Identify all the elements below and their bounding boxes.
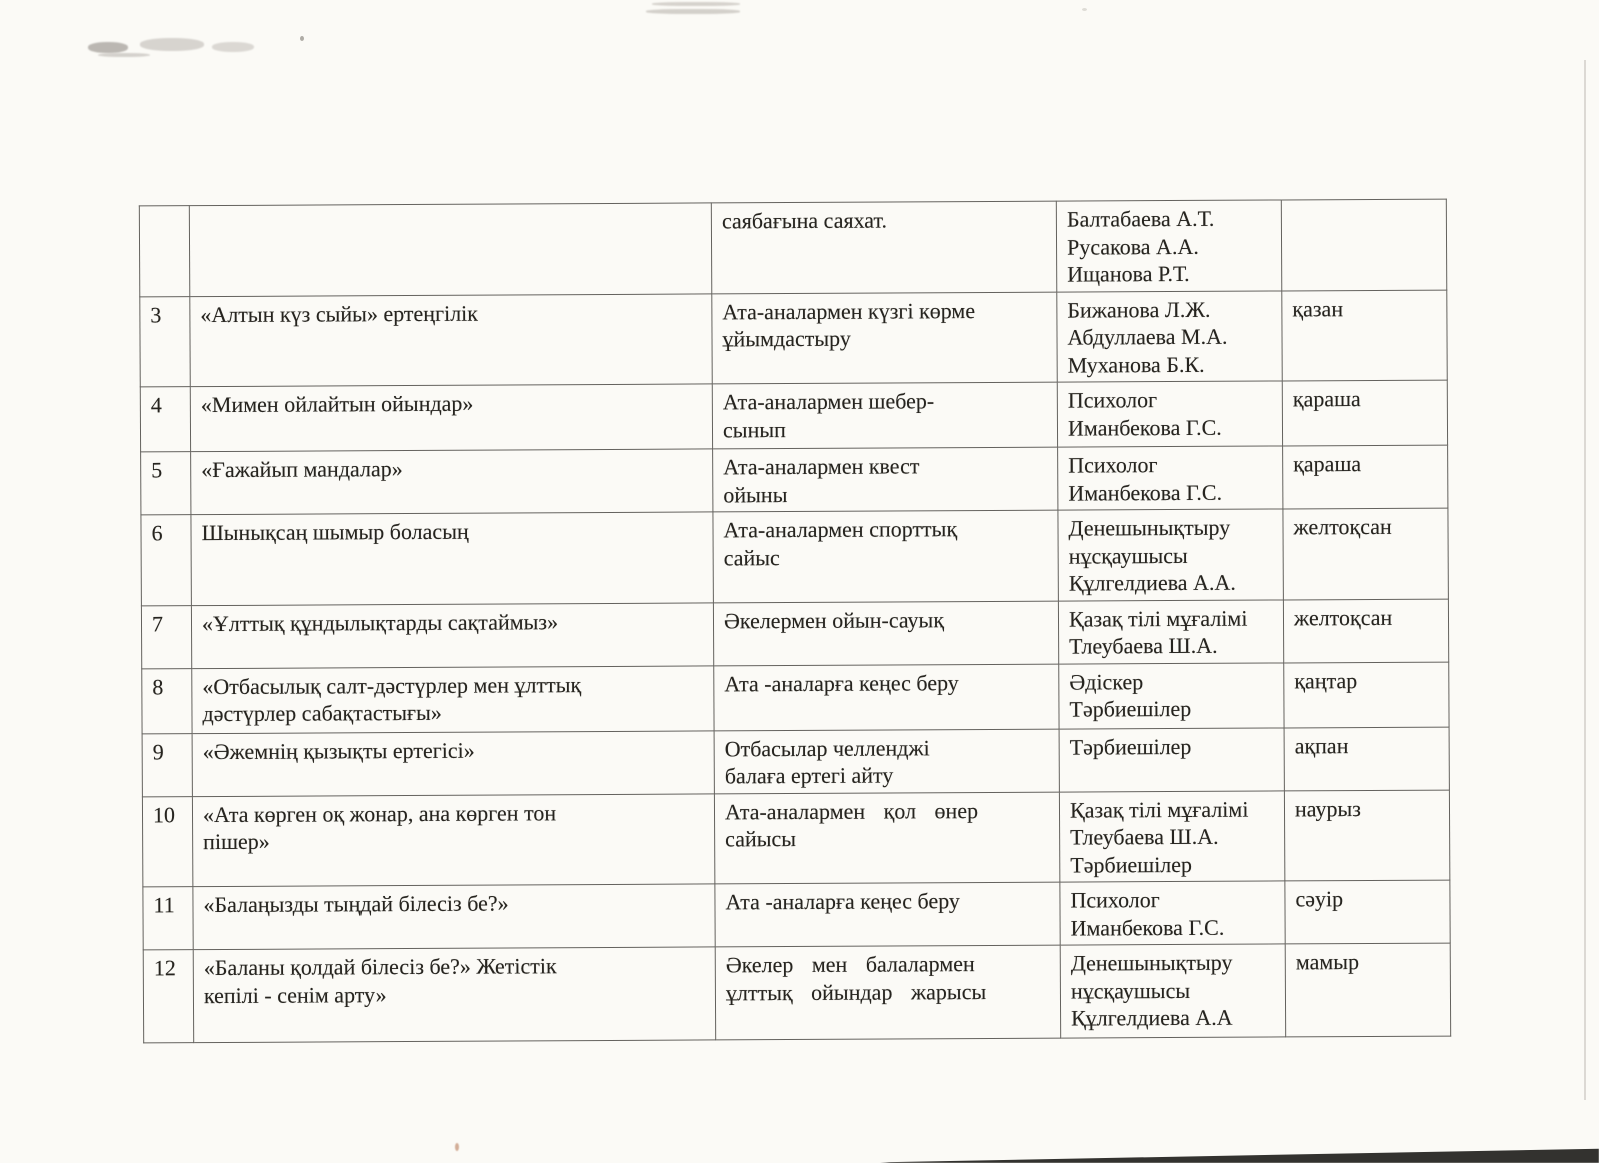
table-row: [142, 727, 1449, 797]
cell-month: [1282, 290, 1447, 381]
table-row: [141, 445, 1448, 515]
cell-row-number: [140, 296, 190, 387]
ink-speck: [1082, 8, 1087, 11]
cell-row-number: [139, 206, 189, 297]
cell-activity-form: [711, 201, 1056, 293]
cell-activity-form: [714, 792, 1059, 884]
cell-event-name: [191, 602, 713, 668]
cell-event-name: [190, 293, 712, 386]
cell-month: [1284, 790, 1449, 881]
month: наурыз: [1294, 795, 1361, 821]
cell-event-name: [191, 449, 713, 515]
responsible-persons: Психолог Иманбекова Г.С.: [1070, 887, 1225, 941]
event-name: [200, 207, 701, 210]
row-number: 4: [150, 392, 162, 418]
row-number: 7: [151, 610, 164, 636]
responsible-persons: Балтабаева А.Т. Русакова А.А. Ищанова Р.Т.: [1066, 205, 1215, 287]
cell-event-name: [190, 384, 712, 452]
responsible-persons: Психолог Иманбекова Г.С.: [1068, 452, 1223, 506]
month: желтоқсан: [1293, 604, 1393, 630]
cell-activity-form: [715, 945, 1060, 1040]
cell-month: [1283, 508, 1448, 599]
month: қараша: [1292, 386, 1361, 412]
cell-month: [1284, 727, 1449, 791]
cell-row-number: [141, 605, 191, 668]
cell-activity-form: [712, 382, 1057, 449]
responsible-persons: Қазақ тілі мұғалімі Тлеубаева Ш.А. Тәрбиешілер: [1069, 796, 1249, 878]
month: желтоқсан: [1293, 513, 1392, 540]
cell-responsible: [1060, 881, 1285, 945]
event-name: «Ұлттық құндылықтарды сақтаймыз»: [201, 608, 559, 636]
event-name: «Балаңызды тыңдай білесіз бе?»: [203, 890, 509, 918]
responsible-persons: Психолог Иманбекова Г.С.: [1067, 387, 1222, 441]
table-row: [143, 880, 1450, 950]
cell-event-name: [191, 512, 713, 605]
activity-form: Ата-аналармен күзгі көрме ұйымдастыру: [722, 297, 976, 352]
cell-activity-form: [714, 729, 1059, 794]
row-number: 11: [153, 892, 175, 918]
cell-month: [1285, 943, 1450, 1037]
cell-activity-form: [714, 664, 1059, 731]
cell-event-name: [192, 730, 714, 796]
activity-form: Ата -аналарға кеңес беру: [724, 669, 959, 696]
schedule-table-wrap: [139, 199, 1451, 1044]
cell-responsible: [1059, 727, 1284, 791]
cell-responsible: [1058, 509, 1283, 601]
cell-month: [1283, 445, 1448, 509]
cell-row-number: [141, 452, 191, 515]
month: қаңтар: [1294, 667, 1358, 693]
activity-form: Әкелер мен балалармен ұлттық ойындар жарысы: [725, 951, 987, 1005]
cell-row-number: [142, 668, 192, 733]
activity-form: Ата -аналарға кеңес беру: [725, 888, 960, 915]
cell-responsible: [1060, 944, 1285, 1038]
responsible-persons: Бижанова Л.Ж. Абдуллаева М.А. Муханова Б.К.: [1067, 296, 1228, 378]
cell-activity-form: [713, 601, 1058, 666]
activity-form: Отбасылар челленджі балаға ертегі айту: [724, 734, 930, 789]
cell-month: [1281, 199, 1446, 290]
activity-form: Ата-аналармен спорттық сайыс: [723, 516, 958, 570]
responsible-persons: Қазақ тілі мұғалімі Тлеубаева Ш.А.: [1068, 605, 1248, 659]
table-row: [141, 508, 1448, 605]
cell-responsible: [1057, 290, 1282, 382]
activity-form: Ата-аналармен квест ойыны: [723, 453, 920, 507]
row-number: 8: [152, 673, 164, 699]
cell-event-name: [193, 947, 715, 1043]
table-row: [139, 199, 1446, 296]
month: ақпан: [1294, 732, 1349, 758]
cell-month: [1282, 380, 1447, 446]
paper-edge-line: [1584, 60, 1586, 1100]
cell-month: [1283, 599, 1448, 663]
cell-responsible: [1059, 790, 1284, 882]
cell-responsible: [1057, 381, 1282, 447]
cell-month: [1285, 880, 1450, 944]
month: мамыр: [1295, 949, 1360, 975]
ink-speck: [300, 36, 304, 41]
ink-speck: [455, 1143, 459, 1151]
scanner-edge-shadow: [880, 1140, 1599, 1163]
schedule-table-body: [139, 199, 1450, 1043]
cell-activity-form: [715, 882, 1060, 947]
responsible-persons: Денешынықтыру нұсқаушысы Құлгелдиева А.А: [1070, 949, 1233, 1031]
cell-month: [1284, 662, 1449, 728]
row-number: 5: [151, 457, 163, 483]
cell-activity-form: [713, 510, 1058, 602]
responsible-persons: Денешынықтыру нұсқаушысы Құлгелдиева А.А.: [1068, 514, 1236, 596]
responsible-persons: Тәрбиешілер: [1069, 733, 1192, 760]
row-number: 10: [152, 801, 176, 827]
cell-row-number: [142, 733, 192, 796]
cell-activity-form: [713, 447, 1058, 512]
cell-activity-form: [712, 292, 1057, 384]
cell-row-number: [142, 796, 192, 887]
event-name: Шынықсаң шымыр боласың: [201, 518, 469, 546]
event-name: «Әжемнің қызықты ертегісі»: [202, 737, 475, 764]
month: қазан: [1292, 295, 1344, 321]
activity-form: саябағына саяхат.: [721, 207, 887, 234]
table-row: [141, 599, 1448, 669]
event-name: «Ғажайып мандалар»: [201, 456, 403, 483]
pencil-smudge-top-left: [84, 34, 254, 60]
event-name: «Мимен ойлайтын ойындар»: [200, 390, 474, 418]
cell-row-number: [140, 387, 190, 452]
activity-form: Ата-аналармен қол өнер сайысы: [724, 797, 979, 852]
table-row: [143, 943, 1450, 1043]
table-row: [140, 380, 1447, 452]
cell-responsible: [1056, 200, 1281, 292]
table-row: [140, 290, 1447, 387]
cell-responsible: [1058, 599, 1283, 663]
event-name: «Алтын күз сыйы» ертеңгілік: [200, 300, 479, 327]
cell-event-name: [189, 203, 711, 296]
month: қараша: [1293, 451, 1362, 477]
cell-event-name: [193, 884, 715, 950]
event-name: «Ата көрген оқ жонар, ана көрген тон пішер»: [202, 799, 557, 855]
row-number: 6: [151, 520, 163, 546]
cell-row-number: [141, 515, 191, 606]
table-row: [142, 662, 1449, 734]
cell-event-name: [192, 665, 714, 733]
month: сәуір: [1295, 886, 1344, 912]
activity-form: Ата-аналармен шебер- сынып: [722, 388, 935, 442]
cell-row-number: [143, 950, 193, 1043]
row-number: 3: [150, 301, 162, 327]
row-number: 12: [153, 955, 176, 981]
activity-form: Әкелермен ойын-сауық: [723, 606, 945, 633]
cell-responsible: [1058, 446, 1283, 510]
cell-responsible: [1059, 662, 1284, 728]
pencil-smudge-top-center: [646, 0, 746, 18]
table-row: [142, 790, 1449, 887]
event-name: «Баланы қолдай білесіз бе?» Жетістік кепілі - сенім арту»: [203, 953, 557, 1008]
cell-row-number: [143, 887, 193, 950]
row-number: 9: [152, 738, 164, 764]
event-name: «Отбасылық салт-дәстүрлер мен ұлттық дәстүрлер сабақтастығы»: [202, 671, 582, 727]
schedule-table: [139, 199, 1451, 1044]
responsible-persons: Әдіскер Тәрбиешілер: [1069, 668, 1192, 722]
cell-event-name: [192, 793, 714, 886]
